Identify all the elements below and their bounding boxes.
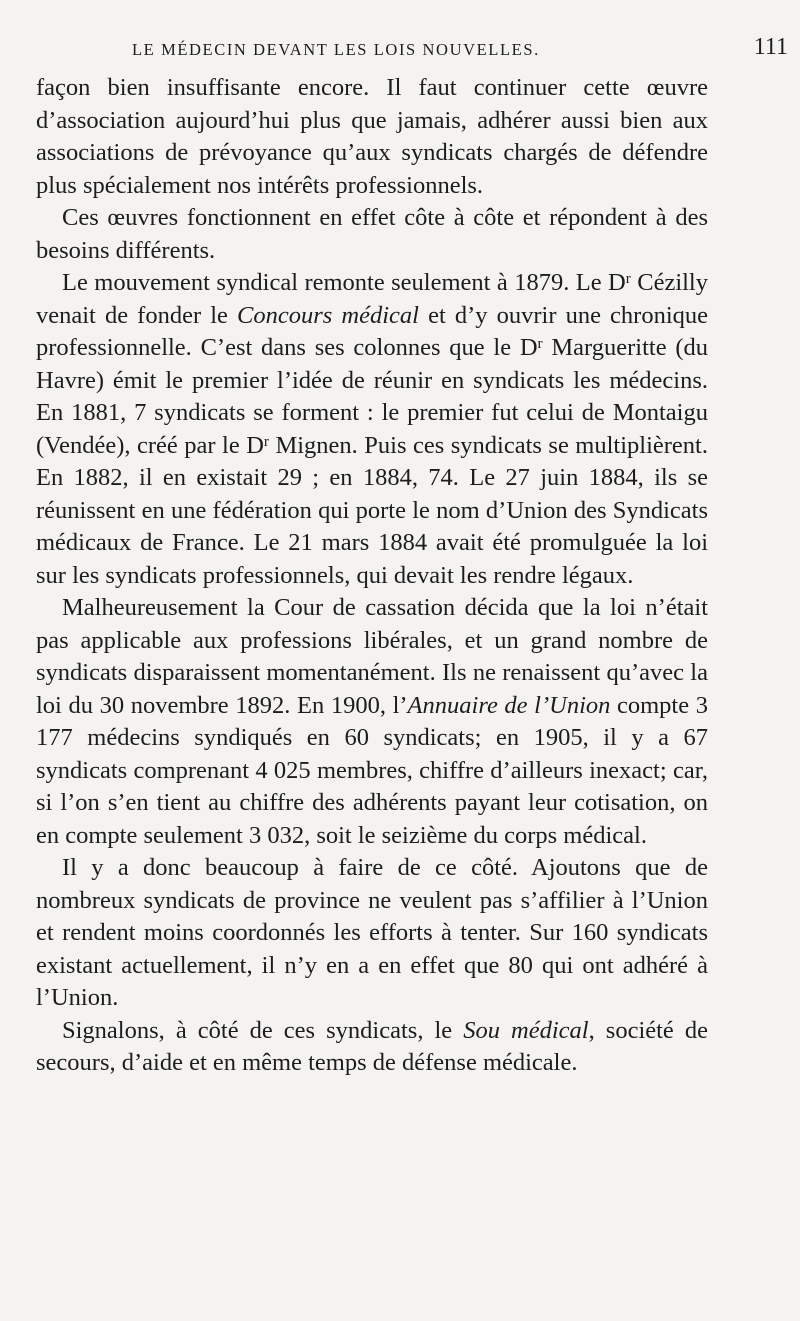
page-number: 111: [753, 34, 788, 60]
paragraph-5: Il y a donc beaucoup à faire de ce côté. Ajoutons que de nombreux syndicats de province ne veulent pas s’affilier à l’Union et rendent moins coordonnés les efforts à tenter. Sur 160 syndicats existant actuellement, il n’y en a en effet que 80 qui ont adhéré à l’Union.: [36, 854, 708, 1011]
paragraph-3-part-2: Cézilly venait de fonder le: [36, 269, 708, 329]
paragraph-1: façon bien insuffisante encore. Il faut continuer cette œuvre d’association aujourd’hui plus que jamais, adhérer aussi bien aux associations de prévoyance qu’aux syndicats chargés de défendre plus spécialement nos intérêts professionnels.: [36, 74, 708, 199]
doctor-abbrev-superscript: r: [625, 270, 631, 288]
society-name: Sou médical: [463, 1016, 589, 1044]
paragraph-3-part-1: Le mouvement syndical remonte seulement à 1879. Le D: [62, 269, 626, 296]
paragraph-3-part-3: et d’y ouvrir une chronique professionnelle. C’est dans ses colonnes que le D: [36, 301, 709, 361]
paragraph-4-part-1: Malheureusement la Cour de cassation décida que la loi n’était pas applicable aux professions libérales, et un grand nombre de syndicats disparaissent momentanément. Ils ne renaissent qu’avec la loi du 30 novembre 1892. En 1900, l’: [36, 594, 708, 719]
doctor-abbrev-superscript: r: [537, 335, 543, 353]
paragraph-3-part-4: Margueritte (du Havre) émit le premier l’idée de réunir en syndicats les médecins. En 1881, 7 syndicats se forment : le premier fut celui de Montaigu (Vendée), créé par le D: [36, 334, 708, 459]
paragraph-6: [36, 1015, 708, 1080]
paragraph-4-part-2: compte 3 177 médecins syndiqués en 60 syndicats; en 1905, il y a 67 syndicats comprenant 4 025 membres, chiffre d’ailleurs inexact; car, si l’on s’en tient au chiffre des adhérents payant leur cotisation, on en compte seulement 3 032, soit le seizième du corps médical.: [36, 691, 708, 849]
paragraph-2: Ces œuvres fonctionnent en effet côte à côte et répondent à des besoins différents.: [36, 204, 708, 264]
paragraph-3: [36, 267, 708, 592]
paragraph-6-part-2: , société de secours, d’aide et en même temps de défense médicale.: [36, 1016, 708, 1076]
body-text: [36, 72, 708, 1080]
paragraph-3-part-5: Mignen. Puis ces syndicats se multiplièrent. En 1882, il en existait 29 ; en 1884, 74. Le 27 juin 1884, ils se réunissent en une fédération qui porte le nom d’Union des Syndicats médicaux de France. Le 21 mars 1884 avait été promulguée la loi sur les syndicats professionnels, qui devait les rendre légaux.: [36, 431, 708, 589]
paragraph-4: [36, 592, 708, 852]
running-header: [36, 28, 788, 72]
paragraph-6-part-1: Signalons, à côté de ces syndicats, le: [62, 1016, 464, 1044]
annual-title: Annuaire de l’Union: [407, 691, 611, 719]
running-title: LE MÉDECIN DEVANT LES LOIS NOUVELLES.: [132, 40, 540, 59]
doctor-abbrev-superscript: r: [263, 432, 269, 450]
journal-title: Concours médical: [237, 301, 419, 329]
